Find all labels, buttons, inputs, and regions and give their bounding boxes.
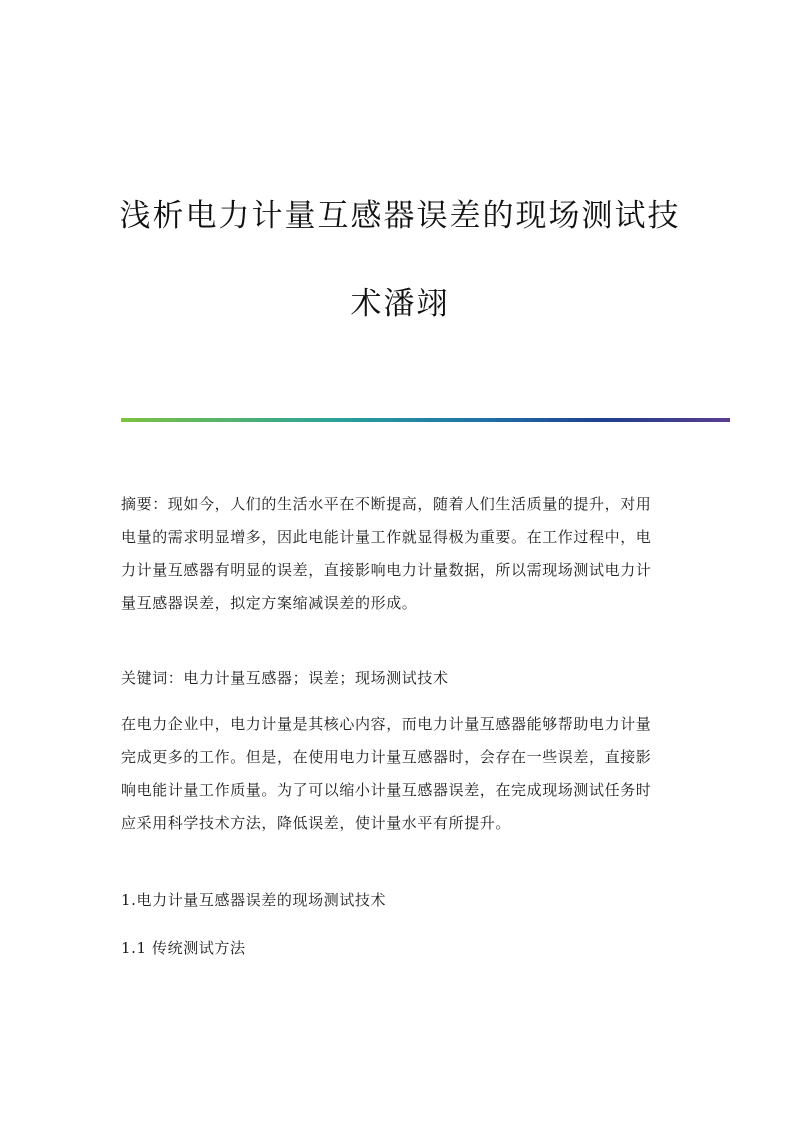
- section-heading-1-1: 1.1 传统测试方法: [121, 939, 246, 957]
- title-divider: [121, 418, 730, 422]
- abstract-paragraph: [121, 488, 681, 620]
- intro-line: 应采用科学技术方法，降低误差，使计量水平有所提升。: [121, 814, 512, 832]
- section-heading-1: 1.电力计量互感器误差的现场测试技术: [121, 891, 387, 909]
- abstract-line: 量互感器误差，拟定方案缩减误差的形成。: [121, 594, 418, 612]
- abstract-line: 电量的需求明显增多，因此电能计量工作就显得极为重要。在工作过程中，电: [121, 528, 652, 546]
- intro-line: 响电能计量工作质量。为了可以缩小计量互感器误差，在完成现场测试任务时: [121, 781, 652, 799]
- document-title-line-1: 浅析电力计量互感器误差的现场测试技: [119, 198, 681, 234]
- document-title-line-2: 术潘翊: [350, 286, 450, 322]
- intro-line: 完成更多的工作。但是，在使用电力计量互感器时，会存在一些误差，直接影: [121, 748, 652, 766]
- abstract-line: 摘要：现如今，人们的生活水平在不断提高，随着人们生活质量的提升，对用: [121, 495, 652, 513]
- intro-paragraph: [121, 708, 681, 840]
- intro-line: 在电力企业中，电力计量是其核心内容，而电力计量互感器能够帮助电力计量: [121, 715, 652, 733]
- keywords-line: 关键词：电力计量互感器；误差；现场测试技术: [121, 669, 449, 687]
- abstract-line: 力计量互感器有明显的误差，直接影响电力计量数据，所以需现场测试电力计: [121, 561, 652, 579]
